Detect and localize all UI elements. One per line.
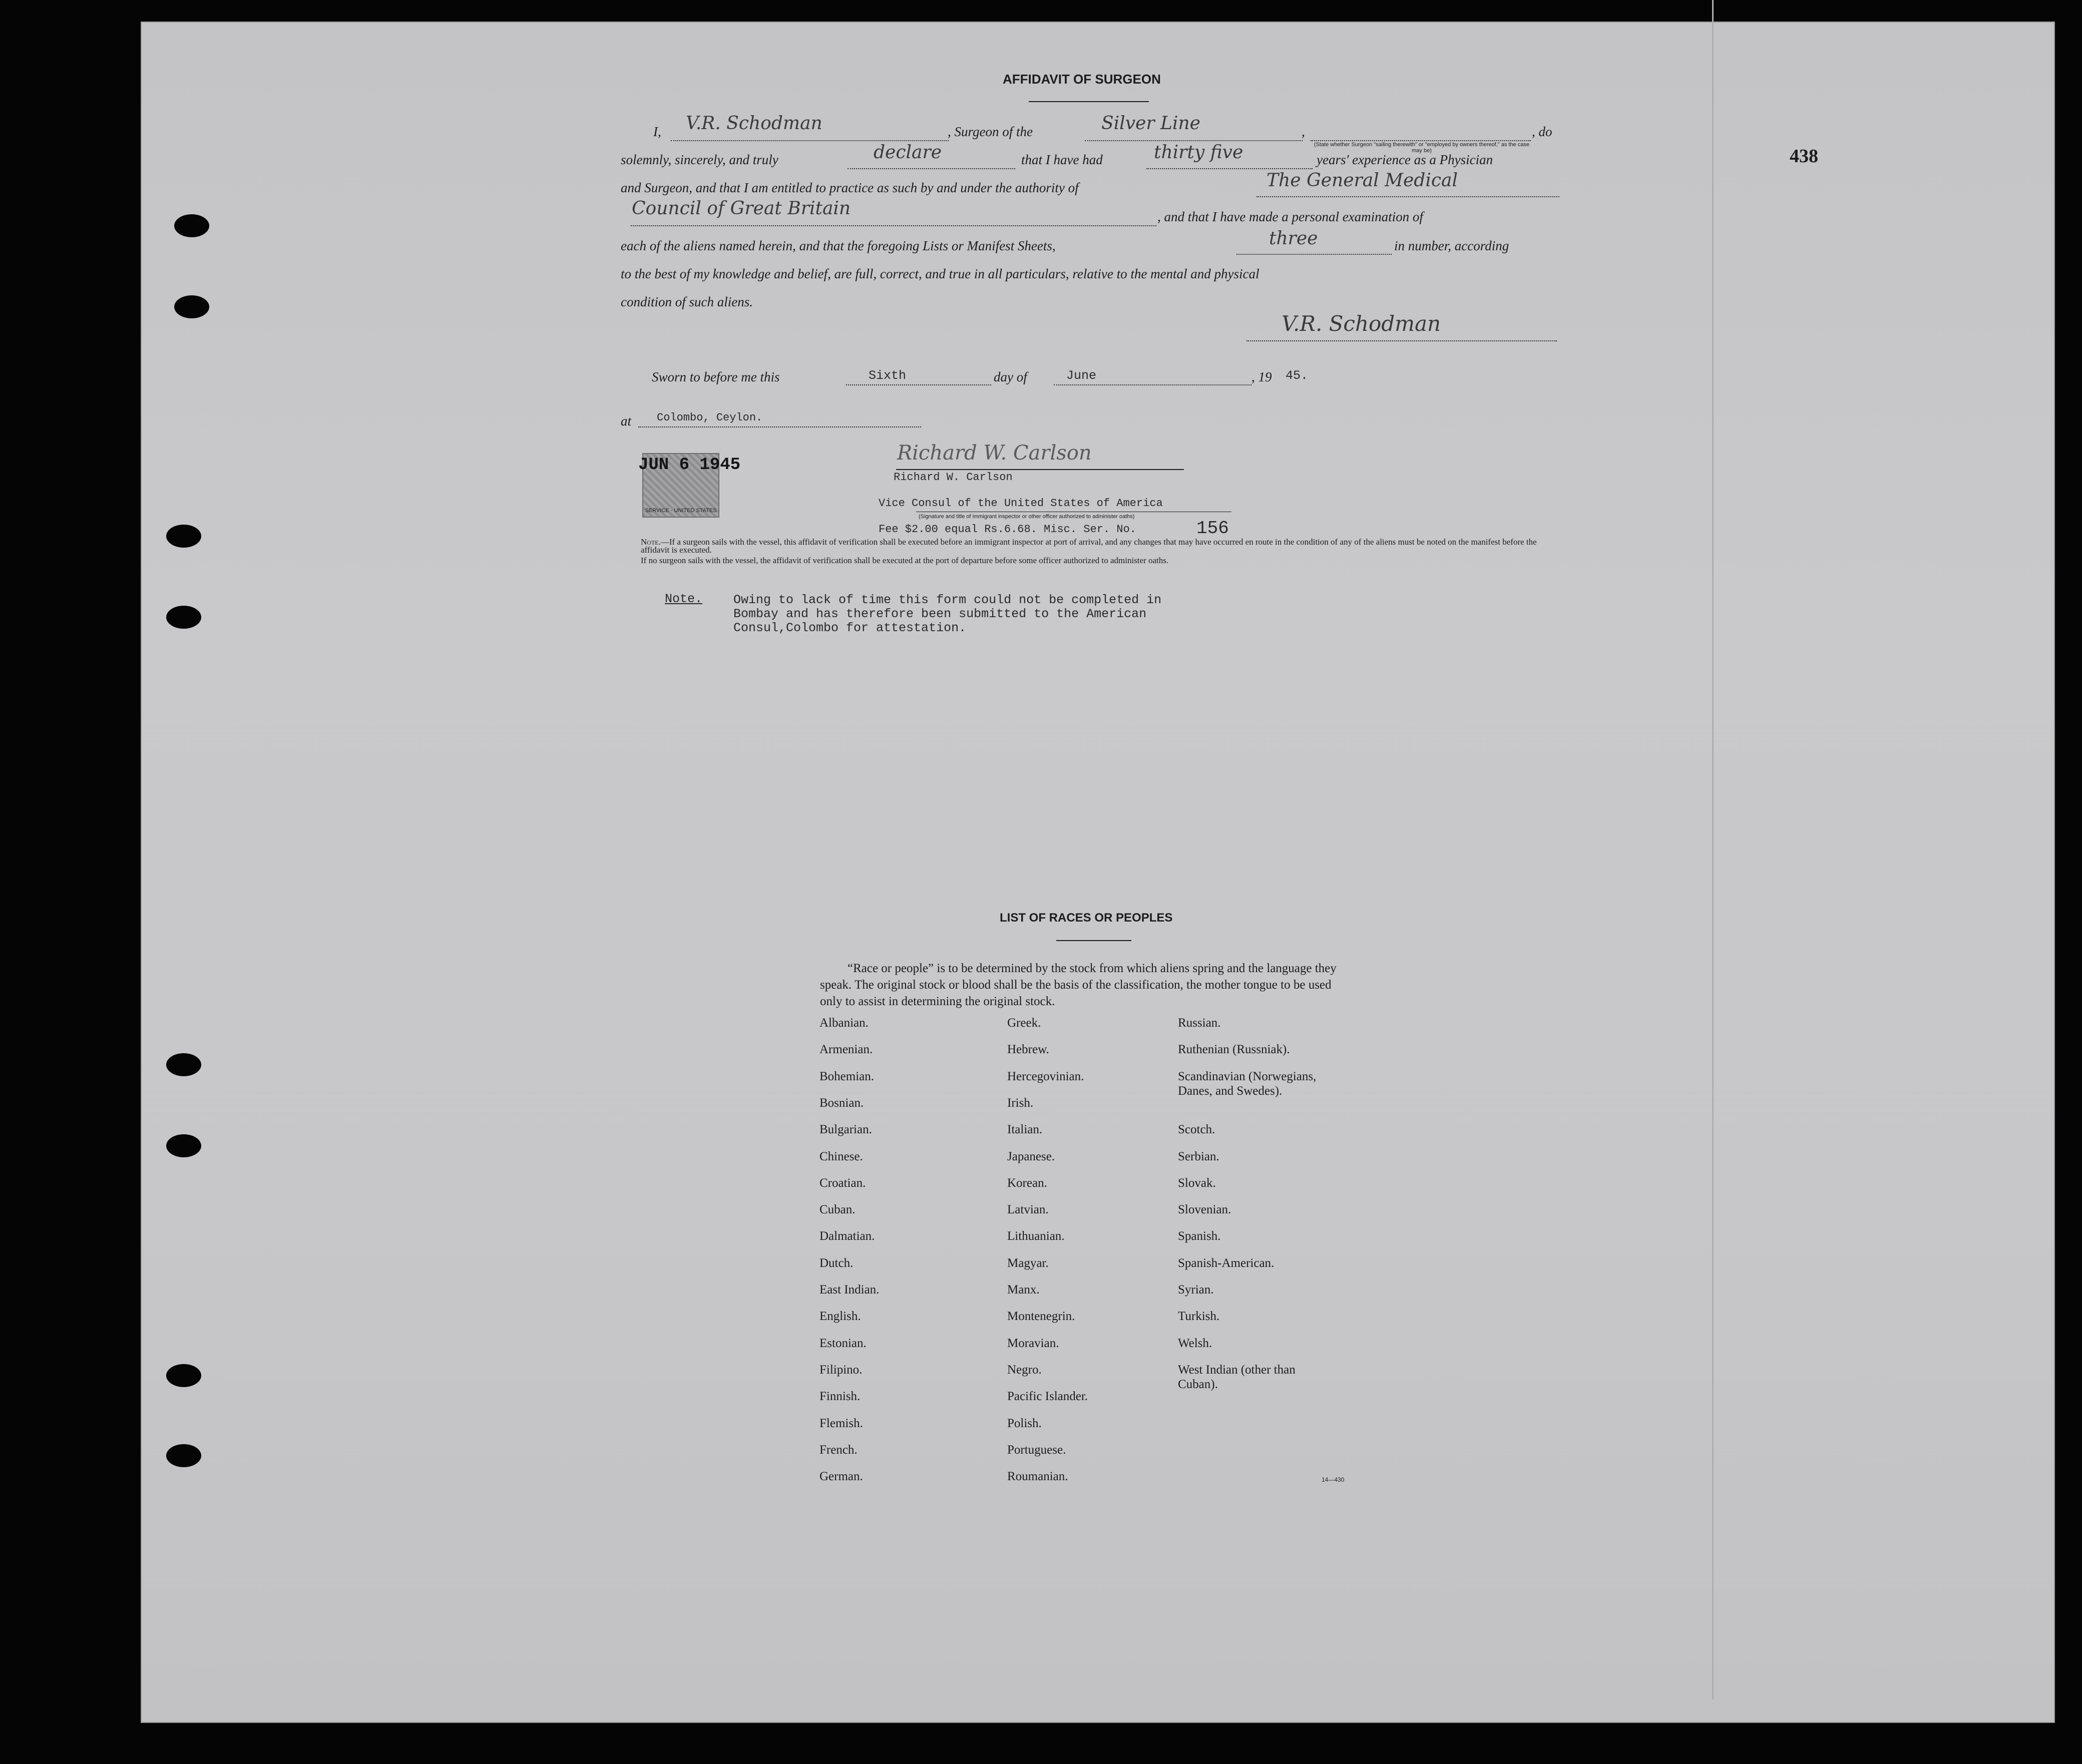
typed-note-label: Note.: [665, 592, 703, 606]
printed-note: [641, 538, 1562, 554]
binder-hole: [166, 525, 201, 548]
race-entry: Estonian.: [819, 1336, 867, 1350]
declare-word: declare: [874, 142, 942, 163]
race-entry: Dutch.: [819, 1256, 854, 1270]
race-entry: French.: [819, 1443, 858, 1457]
typed-note-line: Owing to lack of time this form could not be completed in: [733, 593, 1162, 607]
sworn-text: , 19: [1252, 369, 1272, 384]
declare-field: [848, 168, 1015, 169]
affidavit-text: condition of such aliens.: [621, 294, 753, 309]
races-intro: “Race or people” is to be determined by the stock from which aliens spring and the language they speak. The original stock or blood shall be the basis of the classification, the mother tongue to be used only to assist in determining the original stock.: [820, 962, 1337, 1008]
race-entry: Armenian.: [819, 1043, 873, 1057]
affidavit-text: , Surgeon of the: [948, 124, 1033, 139]
sworn-month-field: [1054, 384, 1252, 385]
affidavit-text: solemnly, sincerely, and truly: [621, 152, 778, 167]
note-label: Note.: [641, 537, 661, 547]
affidavit-text: that I have had: [1021, 152, 1103, 167]
affidavit-text: , do: [1532, 124, 1552, 139]
race-entry: Hercegovinian.: [1007, 1069, 1084, 1083]
binder-hole: [174, 214, 209, 237]
race-entry: Cuban.: [819, 1203, 856, 1217]
race-entry: West Indian (other than: [1178, 1363, 1296, 1377]
races-title: LIST OF RACES OR PEOPLES: [1000, 911, 1173, 925]
race-entry: Moravian.: [1007, 1336, 1059, 1350]
race-entry: English.: [819, 1309, 861, 1324]
officer-caption: (Signature and title of immigrant inspector or other officer authorized to administer oaths): [919, 514, 1135, 520]
race-entry: Korean.: [1007, 1176, 1047, 1190]
affidavit-title: AFFIDAVIT OF SURGEON: [1003, 72, 1161, 87]
stamp-date: JUN 6 1945: [638, 456, 741, 475]
affidavit-text: in number, according: [1394, 238, 1509, 253]
signature-line: [1246, 340, 1557, 341]
affidavit-text: and Surgeon, and that I am entitled to practice as such by and under the authority of: [621, 180, 1079, 195]
affidavit-text: years' experience as a Physician: [1317, 152, 1493, 167]
race-entry: Spanish.: [1178, 1229, 1221, 1243]
race-entry: Syrian.: [1178, 1283, 1214, 1296]
sworn-text: day of: [994, 369, 1027, 384]
race-entry: German.: [819, 1470, 863, 1484]
binder-hole: [166, 1364, 201, 1387]
race-entry: Croatian.: [819, 1176, 866, 1190]
binder-hole: [174, 295, 209, 318]
binder-hole: [166, 606, 201, 629]
race-entry: Hebrew.: [1007, 1043, 1049, 1057]
affidavit-text: I,: [653, 124, 661, 139]
fee-line: Fee $2.00 equal Rs.6.68. Misc. Ser. No.: [879, 523, 1136, 536]
race-entry: Slovak.: [1178, 1176, 1216, 1190]
binder-hole: [166, 1053, 201, 1076]
place-field: [638, 426, 921, 427]
affidavit-text: each of the aliens named herein, and that the foregoing Lists or Manifest Sheets,: [621, 238, 1056, 253]
authority-line-1: The General Medical: [1267, 170, 1458, 191]
race-entry: Turkish.: [1178, 1309, 1220, 1324]
consul-signature: Richard W. Carlson: [897, 442, 1092, 465]
consul-title: Vice Consul of the United States of America: [879, 497, 1163, 510]
race-entry: Flemish.: [819, 1416, 863, 1430]
authority-line-2: Council of Great Britain: [632, 198, 851, 219]
race-entry: Bulgarian.: [819, 1123, 872, 1137]
sheets-field: [1236, 254, 1392, 255]
race-entry: Montenegrin.: [1007, 1309, 1075, 1324]
race-entry: Greek.: [1007, 1016, 1041, 1030]
race-entry: Filipino.: [819, 1363, 863, 1377]
sworn-day: Sixth: [869, 368, 907, 383]
race-entry: Scandinavian (Norwegians,: [1178, 1069, 1317, 1083]
form-number: 14—430: [1322, 1476, 1345, 1483]
authority-field: [1257, 196, 1559, 197]
surgeon-signature: V.R. Schodman: [1282, 311, 1441, 336]
page-number: 438: [1790, 146, 1818, 167]
sheets-count: three: [1269, 228, 1318, 249]
race-entry: Ruthenian (Russniak).: [1178, 1043, 1290, 1057]
stamp-label: SERVICE · UNITED STATES: [645, 508, 717, 514]
race-entry: Irish.: [1007, 1096, 1034, 1110]
sworn-year: 45.: [1286, 368, 1309, 383]
race-entry: Pacific Islander.: [1007, 1390, 1088, 1404]
typed-note-line: Bombay and has therefore been submitted to the American: [733, 607, 1147, 621]
race-entry: Russian.: [1178, 1016, 1221, 1030]
race-entry: Lithuanian.: [1007, 1229, 1065, 1243]
years-experience: thirty five: [1154, 142, 1243, 163]
title-rule: [1029, 101, 1149, 102]
race-entry: Italian.: [1007, 1123, 1043, 1137]
affidavit-text: ,: [1302, 124, 1305, 139]
page-fold-line: [1712, 0, 1714, 1699]
capacity-field: [1311, 140, 1531, 141]
race-entry: Danes, and Swedes).: [1178, 1084, 1283, 1098]
authority-field-2: [631, 225, 1156, 226]
race-entry: Manx.: [1007, 1283, 1040, 1296]
misc-serial-number: 156: [1196, 518, 1229, 539]
race-entry: Slovenian.: [1178, 1203, 1231, 1217]
race-entry: Polish.: [1007, 1416, 1042, 1430]
typed-note-line: Consul,Colombo for attestation.: [733, 621, 967, 635]
race-entry: Serbian.: [1178, 1149, 1219, 1163]
race-entry: Negro.: [1007, 1363, 1042, 1377]
race-entry: Magyar.: [1007, 1256, 1049, 1270]
sworn-place: Colombo, Ceylon.: [657, 411, 763, 424]
race-entry: Spanish-American.: [1178, 1256, 1275, 1270]
race-entry: Bohemian.: [819, 1069, 875, 1083]
note-text: —If a surgeon sails with the vessel, this affidavit of verification shall be executed before an immigrant inspector at port of arrival, and any changes that may have occurred en route in the condition of any of the aliens must be noted on the manifest before the affidavit is executed.: [641, 537, 1537, 555]
years-field: [1146, 168, 1313, 169]
race-entry: Roumanian.: [1007, 1470, 1068, 1484]
sworn-month: June: [1066, 368, 1097, 383]
race-entry: Scotch.: [1178, 1123, 1215, 1137]
race-entry: East Indian.: [819, 1283, 880, 1296]
at-label: at: [621, 413, 632, 428]
sworn-text: Sworn to before me this: [652, 369, 780, 384]
race-entry: Bosnian.: [819, 1096, 864, 1110]
race-entry: Chinese.: [819, 1149, 863, 1163]
vessel-field: [1085, 140, 1303, 141]
race-entry: Japanese.: [1007, 1149, 1055, 1163]
race-entry: Latvian.: [1007, 1203, 1049, 1217]
binder-hole: [166, 1444, 201, 1467]
binder-hole: [166, 1134, 201, 1157]
affidavit-text: to the best of my knowledge and belief, are full, correct, and true in all particulars, relative to the mental and physical: [621, 266, 1260, 281]
race-entry: Albanian.: [819, 1016, 869, 1030]
affidavit-text: , and that I have made a personal examination of: [1157, 209, 1423, 224]
race-entry: Portuguese.: [1007, 1443, 1066, 1457]
printed-note-2: If no surgeon sails with the vessel, the affidavit of verification shall be executed at the port of departure before some officer authorized to administer oaths.: [641, 556, 1169, 565]
race-entry: Dalmatian.: [819, 1229, 875, 1243]
consul-name: Richard W. Carlson: [894, 471, 1013, 484]
race-entry: Cuban).: [1178, 1378, 1218, 1392]
vessel-name: Silver Line: [1101, 113, 1200, 134]
race-entry: Finnish.: [819, 1390, 861, 1404]
surgeon-name: V.R. Schodman: [686, 113, 822, 134]
race-entry: Welsh.: [1178, 1336, 1212, 1350]
races-title-rule: [1056, 940, 1131, 941]
consul-signature-line: [896, 469, 1184, 470]
sworn-day-field: [846, 384, 991, 385]
surgeon-name-field: [671, 140, 949, 141]
capacity-caption: (State whether Surgeon "sailing therewith" or "employed by owners thereof," as the case may be): [1314, 142, 1530, 154]
